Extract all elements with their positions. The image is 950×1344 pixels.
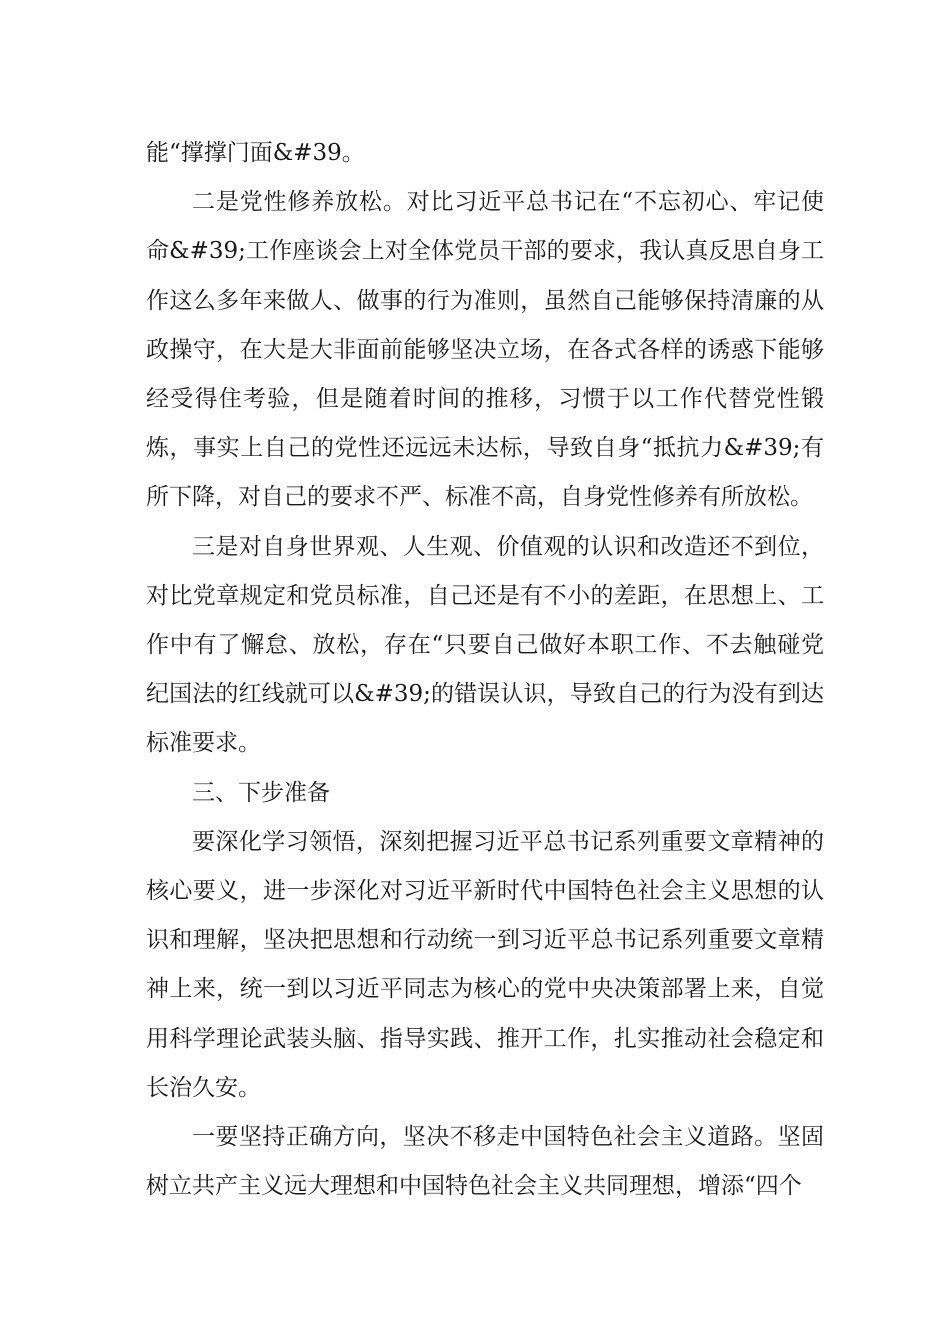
paragraph-continuation: 能“撑撑门面&#39。 xyxy=(146,140,365,166)
paragraph-deepen-study: 要深化学习领悟，深刻把握习近平总书记系列重要文章精神的核心要义，进一步深化对习近平新时代中国特色社会主义思想的认识和理解，坚决把思想和行动统一到习近平总书记系列重要文章精神上来，统一到以习近平同志为核心的党中央决策部署上来，自觉用科学理论武装头脑、指导实践、推开工作，扎实推动社会稳定和长治久安。 xyxy=(146,828,824,1101)
paragraph-correct-direction: 一要坚持正确方向，坚决不移走中国特色社会主义道路。坚固树立共产主义远大理想和中国特色社会主义共同理想，增添“四个 xyxy=(146,1124,824,1200)
paragraph-party-cultivation: 二是党性修养放松。对比习近平总书记在“不忘初心、牢记使命&#39;工作座谈会上对全体党员干部的要求，我认真反思自身工作这么多年来做人、做事的行为准则，虽然自己能够保持清廉的从政操守，在大是大非面前能够坚决立场，在各式各样的诱惑下能够经受得住考验，但是随着时间的推移，习惯于以工作代替党性锻炼，事实上自己的党性还远远未达标，导致自身“抵抗力&#39;有所下降，对自己的要求不严、标准不高，自身党性修养有所放松。 xyxy=(146,189,824,511)
paragraph-worldview: 三是对自身世界观、人生观、价值观的认识和改造还不到位，对比党章规定和党员标准，自己还是有不小的差距，在思想上、工作中有了懈怠、放松，存在“只要自己做好本职工作、不去触碰党纪国法的红线就可以&#39;的错误认识，导致自己的行为没有到达标准要求。 xyxy=(146,533,824,757)
section-heading-next-steps: 三、下步准备 xyxy=(192,779,330,806)
document-body xyxy=(146,129,824,1211)
